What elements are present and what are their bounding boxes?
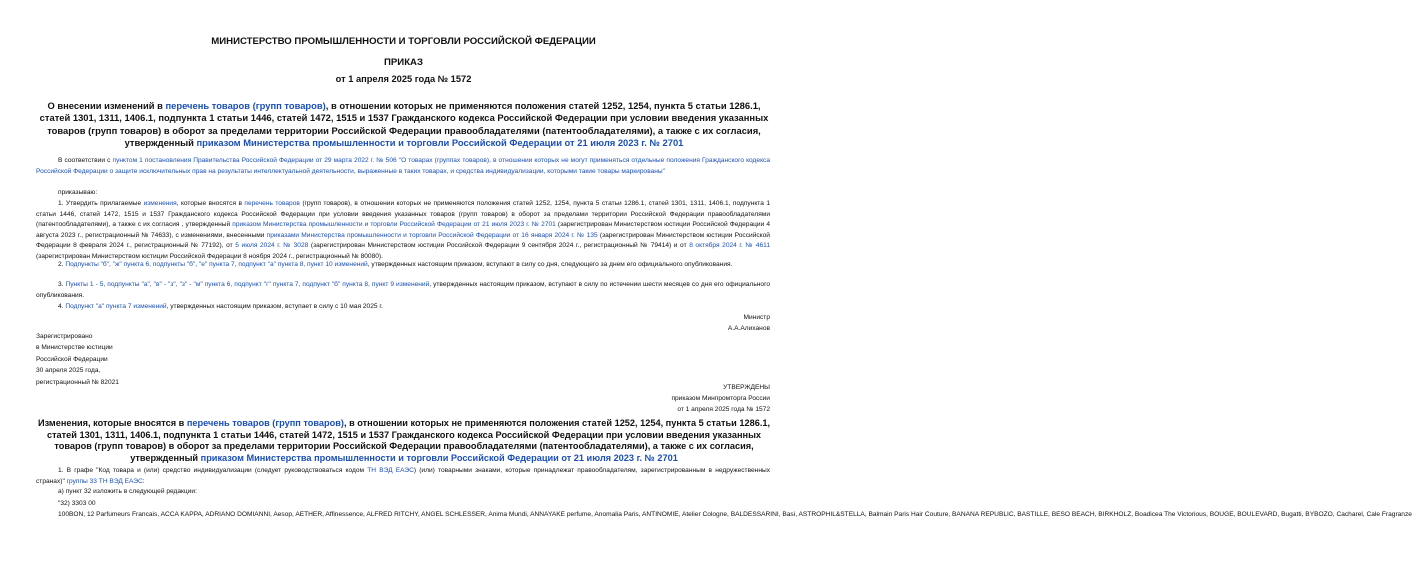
p4-link[interactable]: Подпункт "а" пункта 7 изменений — [65, 303, 167, 310]
p1-link-order-135[interactable]: приказами Министерства промышленности и торговли Российской Федерации от 16 января 2024 г. № 135 — [266, 231, 598, 239]
registration-line-5: регистрационный № 82021 — [36, 378, 119, 386]
changes-title — [36, 418, 772, 464]
signature-position: Министр — [743, 314, 770, 321]
approval-line-3: от 1 апреля 2025 года № 1572 — [677, 406, 770, 413]
p3-text: , утвержденных настоящим приказом, вступают в силу по истечении шести месяцев со дня его официального опубликования. — [36, 281, 770, 299]
p2-num: 2. — [58, 261, 66, 268]
p1-text-i: (зарегистрирован Министерством юстиции Российской Федерации 8 февраля 2024 г., регистрационный № 77192), от — [36, 231, 770, 250]
p1-text-k: (зарегистрирован Министерством юстиции Российской Федерации 9 сентября 2024 г., регистрационный № 79414) и от — [308, 242, 690, 250]
registration-line-1: Зарегистрировано — [36, 333, 93, 340]
registration-block — [36, 331, 119, 388]
title-part-1: О внесении изменений в — [47, 100, 166, 111]
change-1-text-e: : — [142, 477, 145, 485]
title2-link-order[interactable]: приказом Министерства промышленности и торговли Российской Федерации от 21 июля 2023 г. № 2701 — [200, 452, 678, 463]
signature-name: А.А.Алиханов — [727, 325, 770, 332]
registration-line-3: Российской Федерации — [36, 355, 108, 363]
preamble-link[interactable]: пунктом 1 постановления Правительства Российской Федерации от 29 марта 2022 г. № 506 "О товарах (группах товаров), в отношении которых не могут применяться отдельные положения Гражданского кодекса Российской Федерации о защите исключительных прав на результаты интеллектуальной деятельности, выраженные в таких товарах, и средства индивидуализации, которыми такие товары маркированы" — [36, 157, 770, 175]
p3-num: 3. — [58, 281, 66, 288]
doc-type: ПРИКАЗ — [384, 57, 423, 68]
approval-block — [671, 382, 770, 415]
doc-date-number: от 1 апреля 2025 года № 1572 — [335, 74, 472, 84]
approval-line-2: приказом Минпромторга России — [671, 395, 770, 402]
change-subitem-a: а) пункт 32 изложить в следующей редакции: — [58, 488, 197, 495]
preamble-text: В соответствии с — [58, 157, 113, 164]
p1-link-order-3028[interactable]: 5 июля 2024 г. № 3028 — [235, 242, 309, 250]
p4-text: , утвержденных настоящим приказом, вступает в силу с 10 мая 2025 г. — [166, 303, 383, 310]
change-1-link-tnved[interactable]: ТН ВЭД ЕАЭС — [367, 467, 414, 474]
p2-link[interactable]: Подпункты "б", "ж" пункта 6, подпункты "б", "е" пункта 7, подпункт "а" пункта 8, пункт 10 изменений — [65, 261, 368, 268]
title-link-order[interactable]: приказом Министерства промышленности и торговли Российской Федерации от 21 июля 2023 г. № 2701 — [196, 137, 684, 149]
p3-link[interactable]: Пункты 1 - 5, подпункты "а", "в" - "з", "з" - "м" пункта 6, подпункт "г" пункта 7, подпункт "б" пункта 8, пункт 9 изменений — [65, 281, 430, 288]
p1-text-m: (зарегистрирован Министерством юстиции Российской Федерации 8 ноября 2024 г., регистрационный № 80080). — [36, 252, 383, 260]
p1-text-e: (групп товаров), в отношении которых не применяются положения статей 1252, 1254, пункта 5 статьи 1286.1, статей 1301, 1311, 1406.1, подпункта 1 статьи 1446, статей 1472, 1515 и 1537 Гражданского кодекса Российской Федерации при условии введения указанных товаров (групп товаров) в оборот за пределами территории Российской Федерации правообладателями (патентообладателями), а также с их согласия , утвержденный — [36, 200, 770, 229]
p1-link-order-4611[interactable]: 8 октября 2024 г. № 4611 — [689, 242, 770, 250]
change-item-1 — [36, 466, 770, 487]
preamble — [36, 156, 770, 177]
title2-part-3: , в отношении которых не применяются положения статей 1252, 1254, пункта 5 статьи 1286.1, статей 1301, 1311, 1406.1, подпункта 1 статьи 1446, статей 1472, 1515 и 1537 Гражданского кодекса Российской Федерации при условии введения указанных товаров (групп товаров) в оборот за пределами территории Российской Федерации правообладателями (патентообладателями), а также с их согласия, утвержденный — [46, 418, 771, 463]
signature-block — [728, 312, 770, 334]
title-part-3: , в отношении которых не применяются положения статей 1252, 1254, пункта 5 статьи 1286.1, статей 1301, 1311, 1406.1, подпункта 1 статьи 1446, статей 1472, 1515 и 1537 Гражданского кодекса Российской Федерации при условии введения указанных товаров (групп товаров) в оборот за пределами территории Российской Федерации правообладателями (патентообладателями), а также с их согласия, утвержденный — [39, 100, 769, 149]
order-title — [36, 100, 772, 150]
paragraph-1 — [36, 199, 770, 263]
p1-text-c: , которые вносятся в — [176, 200, 245, 207]
change-1-text-a: 1. В графе "Код товара и (или) средство индивидуализации (следует руководствоваться кодом — [58, 467, 368, 474]
p1-link-order-2701[interactable]: приказом Министерства промышленности и торговли Российской Федерации от 21 июля 2023 г. № 2701 — [232, 221, 556, 229]
ministry-header: МИНИСТЕРСТВО ПРОМЫШЛЕННОСТИ И ТОРГОВЛИ РОССИЙСКОЙ ФЕДЕРАЦИИ — [211, 36, 596, 47]
title2-part-1: Изменения, которые вносятся в — [37, 418, 187, 428]
paragraph-4 — [36, 302, 770, 313]
registration-line-2: в Министерстве юстиции — [36, 344, 113, 352]
title-link-list[interactable]: перечень товаров (групп товаров) — [165, 100, 326, 111]
change-code-line: "32) 3303 00 — [58, 500, 96, 507]
order-word: приказываю: — [58, 189, 98, 196]
paragraph-3 — [36, 280, 770, 301]
p2-text: , утвержденных настоящим приказом, вступают в силу со дня, следующего за днем его официального опубликования. — [367, 261, 733, 268]
p1-link-changes[interactable]: изменения — [143, 200, 177, 207]
change-1-text-c: ) (или) товарными знаками, которые принадлежат правообладателям, зарегистрированным в недружественных странах)" — [36, 467, 770, 485]
registration-line-4: 30 апреля 2025 года, — [36, 367, 101, 375]
paragraph-2 — [36, 260, 770, 271]
brand-list: 100BON, 12 Parfumeurs Francais, ACCA KAPPA, ADRIANO DOMIANNI, Aesop, AETHER, Affinessence, ALFRED RITCHY, ANGEL SCHLESSER, Anima Mundi, ANNAYAKE perfume, Anomalia Paris, ANTINOMIE, Atelier Cologne, BALDESSARINI, Basi, ASTROPHIL&STELLA, Balmain Paris Hair Couture, BANANA REPUBLIC, BASTILLE, BESO BEACH, BIRKHOLZ, Boadicea The Victorious, BOUGE, BOULEVARD, Bugatti, BYBOZO, Cacharel, Cale Fragranze — [58, 511, 1412, 518]
change-1-link-group-33[interactable]: группы 33 ТН ВЭД ЕАЭС — [66, 477, 143, 485]
p1-text-g: (зарегистрирован Министерством юстиции Российской Федерации 4 августа 2023 г., регистрационный № 74633), с изменениями, внесенными — [36, 221, 770, 239]
p1-text-a: 1. Утвердить прилагаемые — [58, 200, 144, 207]
p4-num: 4. — [58, 303, 66, 310]
p1-link-list[interactable]: перечень товаров — [244, 200, 300, 207]
approval-line-1: УТВЕРЖДЕНЫ — [723, 384, 770, 391]
title2-link-list[interactable]: перечень товаров (групп товаров) — [186, 418, 344, 428]
